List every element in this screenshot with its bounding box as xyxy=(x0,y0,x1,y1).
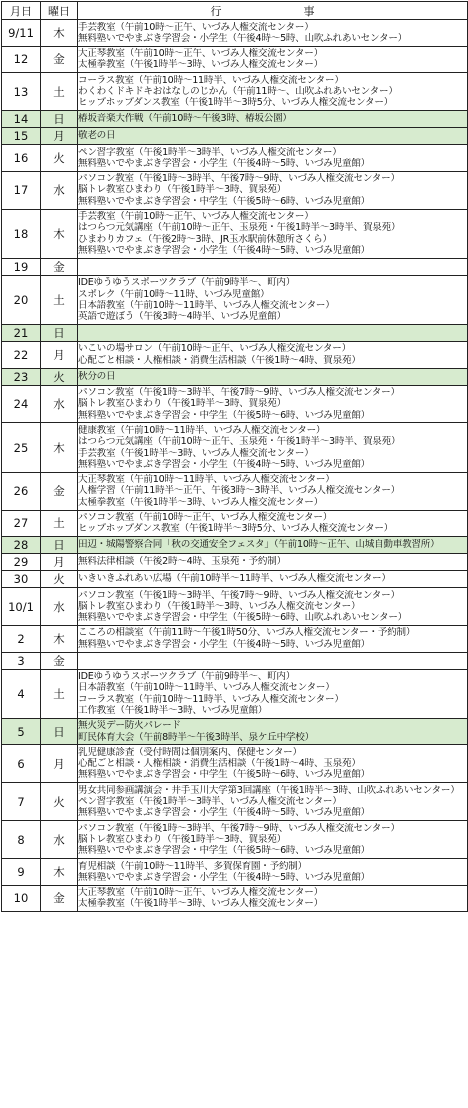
row-events xyxy=(78,73,468,111)
row-date: 4 xyxy=(2,669,41,718)
event-line: いこいの場サロン（午前10時～正午、いづみ人権交流センター） xyxy=(78,343,351,355)
header-date: 月日 xyxy=(2,2,41,20)
schedule-row xyxy=(2,669,468,718)
row-date: 22 xyxy=(2,341,41,368)
row-weekday: 火 xyxy=(41,145,78,172)
event-line: はつらつ元気講座（午前10時～正午、玉泉苑・午後1時半～3時半、賀泉苑） xyxy=(78,436,401,448)
row-date: 7 xyxy=(2,783,41,821)
event-line: 無料塾いでやまぶき学習会・小学生（午後4時～5時、いづみ児童館） xyxy=(78,871,371,883)
event-schedule-table xyxy=(1,1,468,912)
schedule-row xyxy=(2,171,468,209)
row-date: 17 xyxy=(2,171,41,209)
schedule-row xyxy=(2,324,468,341)
schedule-row xyxy=(2,745,468,783)
row-events xyxy=(78,423,468,472)
schedule-row xyxy=(2,571,468,588)
header-weekday: 曜日 xyxy=(41,2,78,20)
row-date: 19 xyxy=(2,258,41,275)
row-events xyxy=(78,554,468,571)
event-line: IDEゆうゆうスポーツクラブ（午前9時半～、町内） xyxy=(78,671,296,683)
row-date: 5 xyxy=(2,718,41,745)
event-line: 大正琴教室（午前10時～正午、いづみ人権交流センター） xyxy=(78,887,323,899)
row-date: 27 xyxy=(2,510,41,537)
event-line: 人権学習（午前11時半～正午、午後3時～3時半、いづみ人権交流センター） xyxy=(78,485,401,497)
row-weekday: 金 xyxy=(41,472,78,510)
row-weekday: 火 xyxy=(41,571,78,588)
schedule-row xyxy=(2,209,468,258)
event-line: ヒップホップダンス教室（午後1時半～3時5分、いづみ人権交流センター） xyxy=(78,523,394,535)
row-weekday: 水 xyxy=(41,588,78,626)
schedule-row xyxy=(2,258,468,275)
row-events xyxy=(78,385,468,423)
row-date: 25 xyxy=(2,423,41,472)
event-line: 敬老の日 xyxy=(78,130,116,142)
row-weekday: 金 xyxy=(41,885,78,912)
event-line: 手芸教室（午後1時半～3時、いづみ人権交流センター） xyxy=(78,447,314,459)
row-weekday: 火 xyxy=(41,783,78,821)
event-line: 無料塾いでやまぶき学習会・中学生（午後5時～6時、いづみ児童館） xyxy=(78,845,371,857)
event-line: 手芸教室（午前10時～正午、いづみ人権交流センター） xyxy=(78,21,314,33)
event-line: 太極拳教室（午後1時半～3時、いづみ人権交流センター） xyxy=(78,898,323,910)
row-events xyxy=(78,20,468,47)
event-line: 町民体育大会（午前8時半～午後3時半、泉ケ丘中学校） xyxy=(78,731,314,743)
schedule-row xyxy=(2,588,468,626)
event-line: 無料塾いでやまぶき学習会・中学生（午後5時～6時、いづみ児童館） xyxy=(78,409,371,421)
event-line: 心配ごと相談・人権相談・消費生活相談（午後1時～4時、賀泉苑） xyxy=(78,354,361,366)
event-line: パソコン教室（午後1時～3時半、午後7時～9時、いづみ人権交流センター） xyxy=(78,822,400,834)
schedule-row xyxy=(2,368,468,385)
schedule-row xyxy=(2,472,468,510)
event-line: 無火災デー防火パレード xyxy=(78,720,181,732)
row-events xyxy=(78,885,468,912)
row-date: 12 xyxy=(2,46,41,73)
event-line: 田辺・城陽警察合同「秋の交通安全フェスタ」（午前10時～正午、山城自動車教習所） xyxy=(78,539,440,551)
event-line: 脳トレ教室ひまわり（午後1時半～3時、いづみ人権交流センター） xyxy=(78,600,361,612)
schedule-row xyxy=(2,821,468,859)
row-events xyxy=(78,258,468,275)
row-date: 3 xyxy=(2,652,41,669)
row-events xyxy=(78,783,468,821)
event-line: コーラス教室（午前10時～11時半、いづみ人権交流センター） xyxy=(78,74,344,86)
row-events xyxy=(78,128,468,145)
event-line: ヒップホップダンス教室（午後1時半～3時5分、いづみ人権交流センター） xyxy=(78,97,394,109)
event-line: 日本語教室（午前10時～11時半、いづみ人権交流センター） xyxy=(78,299,335,311)
row-events xyxy=(78,718,468,745)
event-line: 無料塾いでやまぶき学習会・小学生（午後4時～5時、いづみ児童館） xyxy=(78,157,371,169)
row-events xyxy=(78,571,468,588)
event-line: 大正琴教室（午前10時～11時半、いづみ人権交流センター） xyxy=(78,474,335,486)
row-date: 13 xyxy=(2,73,41,111)
row-date: 10/1 xyxy=(2,588,41,626)
event-line: ひまわりカフェ（午後2時～3時、JR玉水駅前休憩所さくら） xyxy=(78,233,332,245)
event-line: 英語で遊ぼう（午後3時～4時半、いづみ児童館） xyxy=(78,311,286,323)
event-line: 無料塾いでやまぶき学習会・小学生（午後4時～5時、いづみ児童館） xyxy=(78,458,371,470)
schedule-row xyxy=(2,718,468,745)
event-line: 健康教室（午前10時～11時半、いづみ人権交流センター） xyxy=(78,424,326,436)
event-line: 無料法律相談（午後2時～4時、玉泉苑・予約制） xyxy=(78,556,286,568)
row-date: 28 xyxy=(2,537,41,554)
row-weekday: 月 xyxy=(41,554,78,571)
event-line: わくわくドキドキおはなしのじかん（午前11時～、山吹ふれあいセンター） xyxy=(78,85,398,97)
event-line: 工作教室（午後1時半～3時、いづみ児童館） xyxy=(78,704,268,716)
event-line: ペン習字教室（午後1時半～3時半、いづみ人権交流センター） xyxy=(78,146,342,158)
row-weekday: 木 xyxy=(41,20,78,47)
event-line: 日本語教室（午前10時～11時半、いづみ人権交流センター） xyxy=(78,682,335,694)
row-weekday: 日 xyxy=(41,718,78,745)
row-events xyxy=(78,625,468,652)
event-line: パソコン教室（午後1時～3時半、午後7時～9時、いづみ人権交流センター） xyxy=(78,589,400,601)
event-line: 脳トレ教室ひまわり（午後1時半～3時、賀泉苑） xyxy=(78,184,286,196)
row-date: 9/11 xyxy=(2,20,41,47)
row-events xyxy=(78,145,468,172)
row-date: 16 xyxy=(2,145,41,172)
event-line: 男女共同参画講演会・井手玉川大学第3回講座（午後1時半～3時、山吹ふれあいセンター） xyxy=(78,784,460,796)
row-events xyxy=(78,669,468,718)
row-events xyxy=(78,209,468,258)
schedule-row xyxy=(2,385,468,423)
schedule-row xyxy=(2,111,468,128)
row-weekday: 木 xyxy=(41,625,78,652)
schedule-row xyxy=(2,554,468,571)
row-weekday: 日 xyxy=(41,537,78,554)
event-line: こころの相談室（午前11時～午後1時50分、いづみ人権交流センター・予約制） xyxy=(78,627,416,639)
event-line: 無料塾いでやまぶき学習会・小学生（午後4時～5時、いづみ児童館） xyxy=(78,244,371,256)
row-date: 8 xyxy=(2,821,41,859)
row-events xyxy=(78,111,468,128)
row-events xyxy=(78,46,468,73)
row-date: 6 xyxy=(2,745,41,783)
row-weekday: 木 xyxy=(41,859,78,886)
event-line: パソコン教室（午後1時～3時半、午後7時～9時、いづみ人権交流センター） xyxy=(78,387,400,399)
row-date: 15 xyxy=(2,128,41,145)
event-line: 無料塾いでやまぶき学習会・小学生（午後4時～5時、山吹ふれあいセンター） xyxy=(78,32,408,44)
event-line: 脳トレ教室ひまわり（午後1時半～3時、賀泉苑） xyxy=(78,398,286,410)
row-events xyxy=(78,537,468,554)
schedule-row xyxy=(2,652,468,669)
row-events xyxy=(78,472,468,510)
schedule-row xyxy=(2,128,468,145)
schedule-row xyxy=(2,510,468,537)
row-weekday: 金 xyxy=(41,652,78,669)
row-events xyxy=(78,324,468,341)
row-weekday: 土 xyxy=(41,73,78,111)
event-line: 秋分の日 xyxy=(78,370,116,382)
event-line: IDEゆうゆうスポーツクラブ（午前9時半～、町内） xyxy=(78,277,296,289)
event-line: はつらつ元気講座（午前10時～正午、玉泉苑・午後1時半～3時半、賀泉苑） xyxy=(78,222,401,234)
row-weekday: 日 xyxy=(41,111,78,128)
row-weekday: 木 xyxy=(41,423,78,472)
event-line: 無料塾いでやまぶき学習会・小学生（午後4時～5時、いづみ児童館） xyxy=(78,807,371,819)
header-event: 行 事 xyxy=(78,2,468,20)
row-weekday: 日 xyxy=(41,324,78,341)
event-line: 脳トレ教室ひまわり（午後1時半～3時、賀泉苑） xyxy=(78,833,286,845)
row-date: 9 xyxy=(2,859,41,886)
row-weekday: 水 xyxy=(41,821,78,859)
schedule-row xyxy=(2,46,468,73)
event-line: スポレク（午前10時～11時、いづみ児童館） xyxy=(78,288,270,300)
row-weekday: 水 xyxy=(41,171,78,209)
schedule-row xyxy=(2,275,468,324)
row-weekday: 月 xyxy=(41,128,78,145)
event-line: 太極拳教室（午後1時半～3時、いづみ人権交流センター） xyxy=(78,496,323,508)
row-events xyxy=(78,588,468,626)
row-events xyxy=(78,275,468,324)
event-line: 大正琴教室（午前10時～正午、いづみ人権交流センター） xyxy=(78,48,323,60)
schedule-body xyxy=(2,20,468,912)
event-line: 心配ごと相談・人権相談・消費生活相談（午後1時～4時、玉泉苑） xyxy=(78,758,361,770)
event-line: 太極拳教室（午後1時半～3時、いづみ人権交流センター） xyxy=(78,59,323,71)
event-line: 椿坂音楽大作戦（午前10時～午後3時、椿坂公園） xyxy=(78,113,292,125)
event-line: ペン習字教室（午後1時半～3時半、いづみ人権交流センター） xyxy=(78,796,342,808)
row-events xyxy=(78,745,468,783)
row-events xyxy=(78,341,468,368)
row-date: 26 xyxy=(2,472,41,510)
row-events xyxy=(78,510,468,537)
row-weekday: 土 xyxy=(41,510,78,537)
row-events xyxy=(78,821,468,859)
row-date: 29 xyxy=(2,554,41,571)
schedule-row xyxy=(2,625,468,652)
row-weekday: 水 xyxy=(41,385,78,423)
row-events xyxy=(78,859,468,886)
row-weekday: 金 xyxy=(41,258,78,275)
event-line: コーラス教室（午前10時～11時半、いづみ人権交流センター） xyxy=(78,693,344,705)
row-events xyxy=(78,368,468,385)
schedule-row xyxy=(2,859,468,886)
schedule-row xyxy=(2,20,468,47)
event-line: 育児相談（午前10時～11時半、多賀保育園・予約制） xyxy=(78,860,307,872)
row-weekday: 月 xyxy=(41,341,78,368)
event-line: 無料塾いでやまぶき学習会・小学生（午後4時～5時、いづみ児童館） xyxy=(78,638,371,650)
schedule-row xyxy=(2,423,468,472)
row-date: 2 xyxy=(2,625,41,652)
row-events xyxy=(78,652,468,669)
schedule-row xyxy=(2,537,468,554)
row-weekday: 月 xyxy=(41,745,78,783)
event-line: 無料塾いでやまぶき学習会・中学生（午後5時～6時、いづみ児童館） xyxy=(78,769,371,781)
row-date: 23 xyxy=(2,368,41,385)
event-line: 無料塾いでやまぶき学習会・中学生（午後5時～6時、いづみ児童館） xyxy=(78,195,371,207)
row-date: 30 xyxy=(2,571,41,588)
row-date: 21 xyxy=(2,324,41,341)
row-events xyxy=(78,171,468,209)
schedule-row xyxy=(2,885,468,912)
event-line: パソコン教室（午後1時～3時半、午後7時～9時、いづみ人権交流センター） xyxy=(78,173,400,185)
row-weekday: 木 xyxy=(41,209,78,258)
schedule-row xyxy=(2,783,468,821)
row-weekday: 土 xyxy=(41,275,78,324)
row-date: 18 xyxy=(2,209,41,258)
header-row xyxy=(2,2,468,20)
row-date: 14 xyxy=(2,111,41,128)
row-weekday: 土 xyxy=(41,669,78,718)
event-line: いきいきふれあい広場（午前10時半～11時半、いづみ人権交流センター） xyxy=(78,573,391,585)
row-weekday: 金 xyxy=(41,46,78,73)
event-line: 無料塾いでやまぶき学習会・中学生（午後5時～6時、山吹ふれあいセンター） xyxy=(78,612,408,624)
schedule-row xyxy=(2,341,468,368)
event-line: 乳児健康診査（受付時間は個別案内、保健センター） xyxy=(78,746,302,758)
row-weekday: 火 xyxy=(41,368,78,385)
event-line: パソコン教室（午前10時～正午、いづみ人権交流センター） xyxy=(78,512,333,523)
row-date: 10 xyxy=(2,885,41,912)
schedule-row xyxy=(2,145,468,172)
schedule-row xyxy=(2,73,468,111)
row-date: 20 xyxy=(2,275,41,324)
row-date: 24 xyxy=(2,385,41,423)
event-line: 手芸教室（午前10時～正午、いづみ人権交流センター） xyxy=(78,211,314,223)
